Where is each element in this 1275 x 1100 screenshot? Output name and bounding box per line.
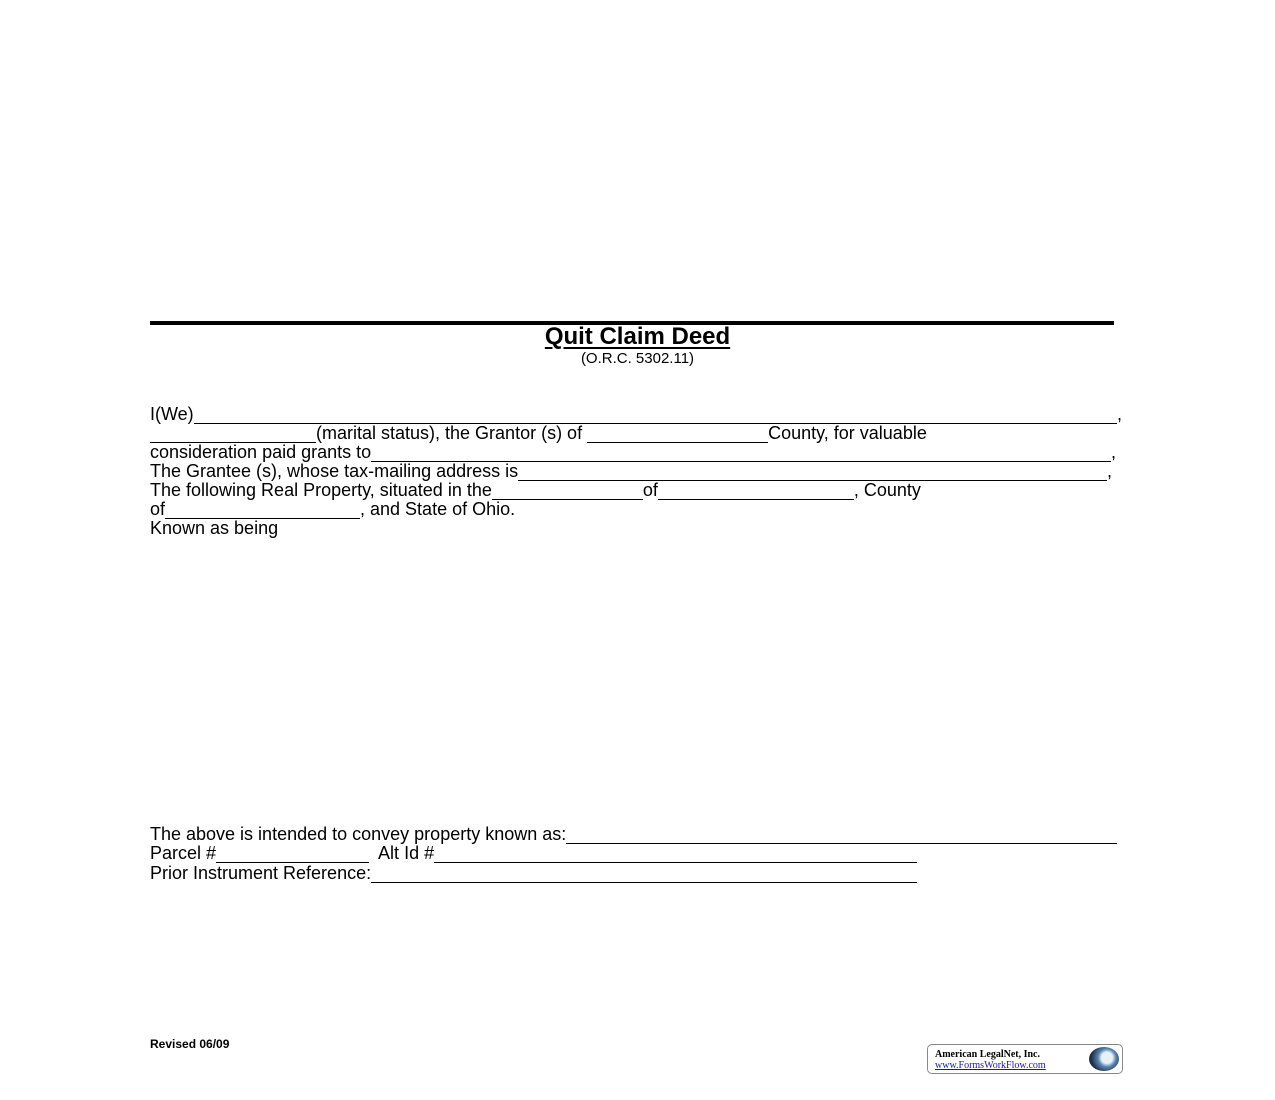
grantee-line: [150, 443, 1116, 462]
prior-instrument-line: [150, 864, 917, 883]
document-title: Quit Claim Deed: [544, 323, 731, 350]
publisher-logo: [927, 1044, 1123, 1074]
parcel-number-field[interactable]: [216, 846, 369, 863]
municipality-name-field[interactable]: [658, 483, 854, 500]
label: of: [642, 480, 658, 500]
county-line: [150, 500, 515, 519]
convey-line: [150, 825, 1117, 844]
grantee-address-field[interactable]: [518, 464, 1107, 481]
grantor-name-line: [150, 405, 1122, 424]
label: ,: [1110, 442, 1116, 462]
municipality-type-field[interactable]: [492, 483, 643, 500]
label: consideration paid grants to: [150, 442, 372, 462]
alt-id-field[interactable]: [434, 846, 917, 863]
logo-name: American LegalNet, Inc.: [935, 1049, 1040, 1060]
label: Parcel #: [150, 843, 217, 863]
label: , and State of Ohio.: [360, 499, 516, 519]
grantor-county-field[interactable]: [587, 426, 768, 443]
property-known-as-field[interactable]: [566, 827, 1117, 844]
known-as-line: [150, 519, 278, 538]
label: Alt Id #: [369, 843, 435, 863]
marital-status-field[interactable]: [150, 426, 316, 443]
label: Known as being: [150, 518, 279, 538]
label: Prior Instrument Reference:: [150, 863, 372, 883]
label: County, for valuable: [768, 423, 927, 443]
label: I(We): [150, 404, 194, 424]
grantee-name-field[interactable]: [371, 445, 1111, 462]
label: The Grantee (s), whose tax-mailing address is: [150, 461, 519, 481]
grantor-name-field[interactable]: [194, 407, 1117, 424]
property-county-field[interactable]: [165, 502, 360, 519]
statute-reference: (O.R.C. 5302.11): [580, 350, 695, 367]
logo-link[interactable]: www.FormsWorkFlow.com: [935, 1060, 1046, 1071]
label: The above is intended to convey property known as:: [150, 824, 567, 844]
globe-icon: [1089, 1047, 1119, 1071]
label: , County: [853, 480, 921, 500]
label: ,: [1116, 404, 1122, 424]
label: (marital status), the Grantor (s) of: [316, 423, 588, 443]
grantee-address-line: [150, 462, 1112, 481]
revision-date: Revised 06/09: [150, 1037, 230, 1051]
label: of: [150, 499, 166, 519]
prior-instrument-field[interactable]: [371, 866, 917, 883]
label: The following Real Property, situated in the: [150, 480, 492, 500]
property-location-line: [150, 481, 921, 500]
marital-status-line: [150, 424, 1100, 443]
label: ,: [1106, 461, 1112, 481]
parcel-line: [150, 844, 917, 863]
